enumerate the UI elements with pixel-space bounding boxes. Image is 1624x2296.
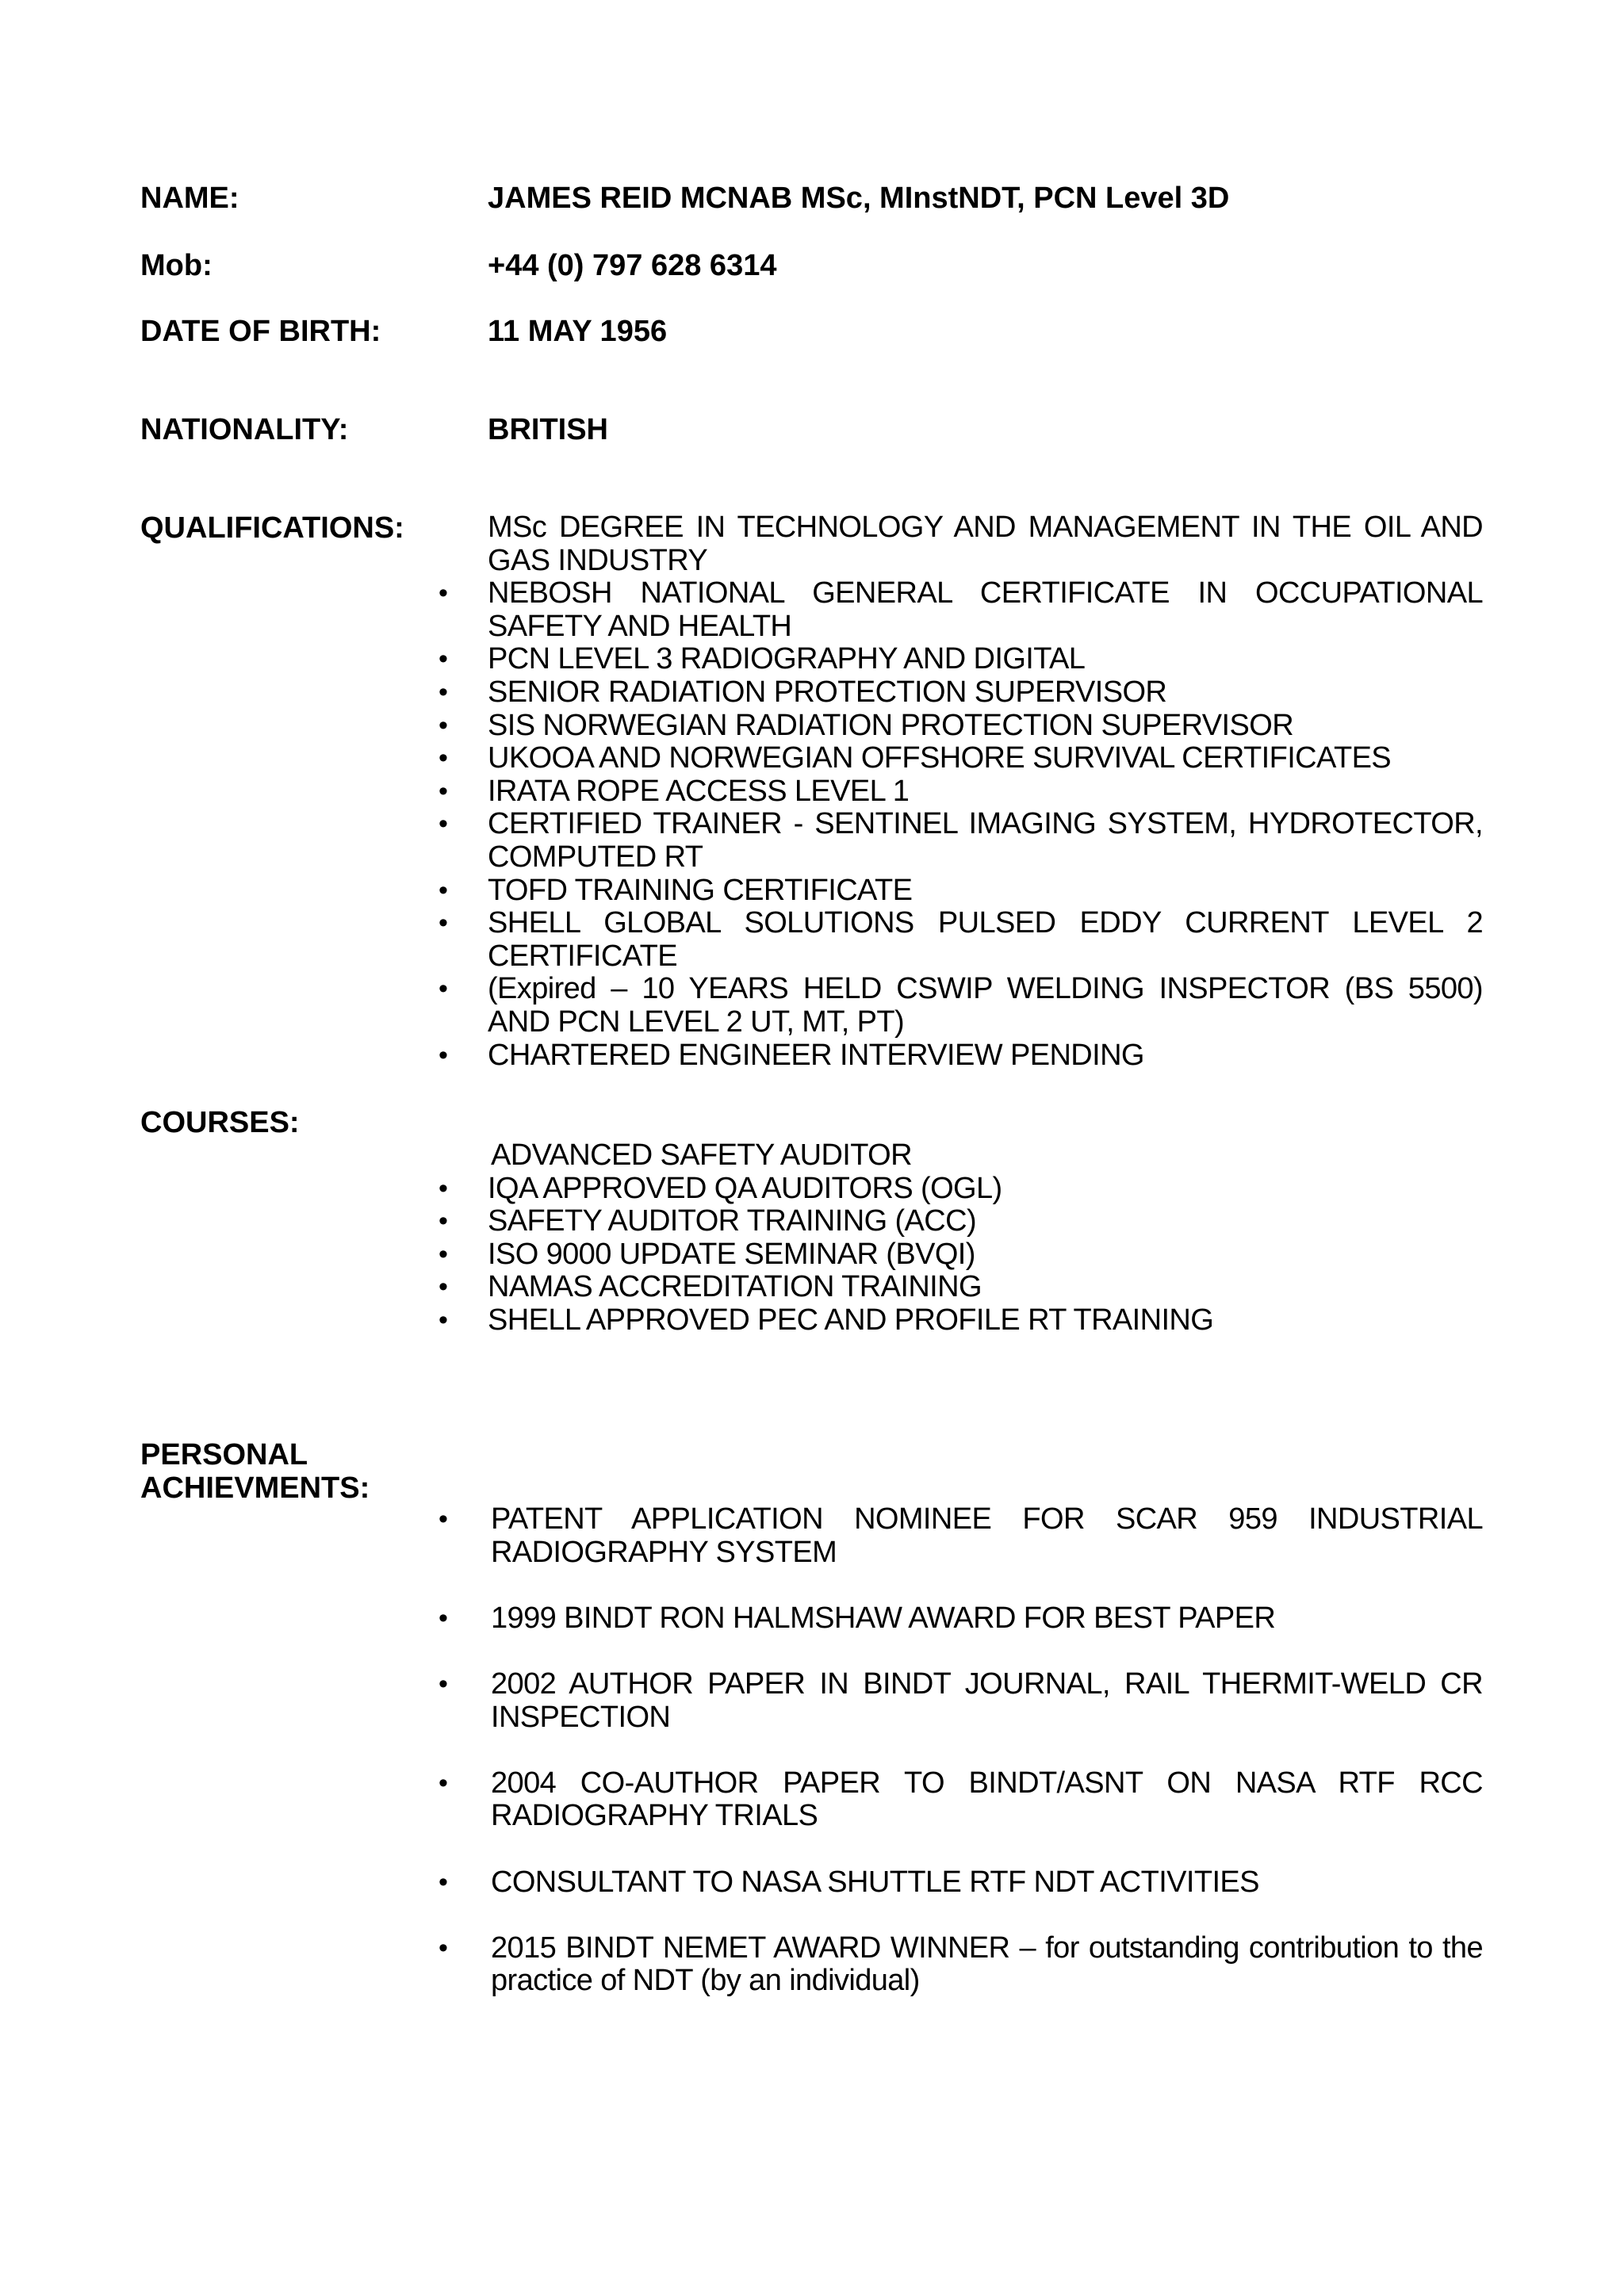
qualification-item: • IRATA ROPE ACCESS LEVEL 1 bbox=[488, 775, 1483, 809]
dob-value: 11 MAY 1956 bbox=[488, 315, 668, 348]
achievements-label-line2: ACHIEVMENTS: bbox=[140, 1471, 370, 1505]
qualifications-list bbox=[488, 511, 1483, 1072]
mobile-label: Mob: bbox=[140, 249, 213, 282]
qualification-item: • SIS NORWEGIAN RADIATION PROTECTION SUPERVISOR bbox=[488, 710, 1483, 743]
achievement-item bbox=[488, 1866, 1483, 1900]
courses-label: COURSES: bbox=[140, 1106, 300, 1139]
achievement-item bbox=[488, 1668, 1483, 1734]
qualification-lead: MSc DEGREE IN TECHNOLOGY AND MANAGEMENT IN THE OIL AND GAS INDUSTRY bbox=[488, 511, 1483, 577]
course-item: • NAMAS ACCREDITATION TRAINING bbox=[488, 1271, 1483, 1304]
nationality-label: NATIONALITY: bbox=[140, 413, 349, 446]
qualifications-label: QUALIFICATIONS: bbox=[140, 511, 404, 545]
achievement-text: • 2002 AUTHOR PAPER IN BINDT JOURNAL, RAIL THERMIT-WELD CR INSPECTION bbox=[491, 1667, 1483, 1734]
qualification-item: • SHELL GLOBAL SOLUTIONS PULSED EDDY CURRENT LEVEL 2 CERTIFICATE bbox=[488, 907, 1483, 973]
achievement-item bbox=[488, 1602, 1483, 1636]
achievements-list bbox=[488, 1503, 1483, 2031]
achievement-text: • 1999 BINDT RON HALMSHAW AWARD FOR BEST PAPER bbox=[491, 1601, 1276, 1635]
name-label: NAME: bbox=[140, 182, 239, 215]
nationality-value: BRITISH bbox=[488, 413, 608, 446]
qualification-item: • TOFD TRAINING CERTIFICATE bbox=[488, 874, 1483, 908]
achievement-text: • 2015 BINDT NEMET AWARD WINNER – for outstanding contribution to the practice of NDT (by an individual) bbox=[491, 1931, 1483, 1998]
qualification-item: • NEBOSH NATIONAL GENERAL CERTIFICATE IN OCCUPATIONAL SAFETY AND HEALTH bbox=[488, 577, 1483, 643]
qualification-item: • CERTIFIED TRAINER - SENTINEL IMAGING SYSTEM, HYDROTECTOR, COMPUTED RT bbox=[488, 808, 1483, 874]
qualification-item: • (Expired – 10 YEARS HELD CSWIP WELDING INSPECTOR (BS 5500) AND PCN LEVEL 2 UT, MT, PT) bbox=[488, 973, 1483, 1039]
qualification-item: • CHARTERED ENGINEER INTERVIEW PENDING bbox=[488, 1039, 1483, 1073]
achievement-text: • PATENT APPLICATION NOMINEE FOR SCAR 959 INDUSTRIAL RADIOGRAPHY SYSTEM bbox=[491, 1502, 1483, 1569]
achievement-text: • 2004 CO-AUTHOR PAPER TO BINDT/ASNT ON NASA RTF RCC RADIOGRAPHY TRIALS bbox=[491, 1766, 1483, 1833]
course-item: • ISO 9000 UPDATE SEMINAR (BVQI) bbox=[488, 1238, 1483, 1272]
achievements-label-line1: PERSONAL bbox=[140, 1438, 308, 1471]
qualification-item: • SENIOR RADIATION PROTECTION SUPERVISOR bbox=[488, 676, 1483, 710]
qualification-item: • UKOOA AND NORWEGIAN OFFSHORE SURVIVAL CERTIFICATES bbox=[488, 742, 1483, 775]
qualification-item: • PCN LEVEL 3 RADIOGRAPHY AND DIGITAL bbox=[488, 643, 1483, 676]
achievement-item bbox=[488, 1503, 1483, 1569]
course-item: • SAFETY AUDITOR TRAINING (ACC) bbox=[488, 1205, 1483, 1238]
name-value: JAMES REID MCNAB MSc, MInstNDT, PCN Level 3D bbox=[488, 182, 1230, 215]
course-lead: ADVANCED SAFETY AUDITOR bbox=[491, 1138, 912, 1172]
achievement-item bbox=[488, 1932, 1483, 1998]
course-item: • SHELL APPROVED PEC AND PROFILE RT TRAINING bbox=[488, 1304, 1483, 1337]
dob-label: DATE OF BIRTH: bbox=[140, 315, 381, 348]
courses-list bbox=[488, 1139, 1483, 1337]
achievement-text: • CONSULTANT TO NASA SHUTTLE RTF NDT ACTIVITIES bbox=[491, 1865, 1259, 1899]
mobile-value: +44 (0) 797 628 6314 bbox=[488, 249, 777, 282]
achievement-item bbox=[488, 1767, 1483, 1833]
course-item: • IQA APPROVED QA AUDITORS (OGL) bbox=[488, 1173, 1483, 1206]
